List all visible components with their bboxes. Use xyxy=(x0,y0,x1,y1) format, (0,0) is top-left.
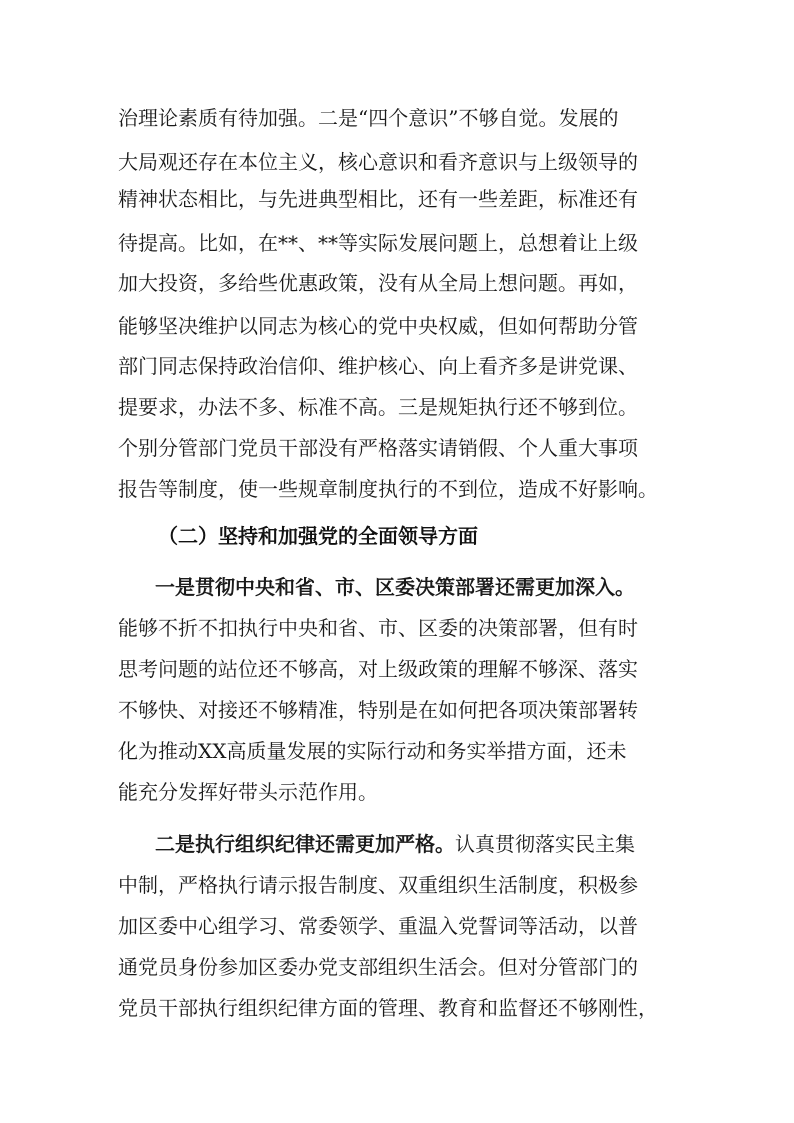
body-line: 提要求，办法不多、标准不高。三是规矩执行还不够到位。 xyxy=(118,395,638,419)
paragraph-lead-rest: 认真贯彻落实民主集 xyxy=(455,832,635,856)
body-line: 报告等制度，使一些规章制度执行的不到位，造成不好影响。 xyxy=(118,477,658,501)
body-line: 能够不折不扣执行中央和省、市、区委的决策部署，但有时 xyxy=(118,616,638,640)
paragraph-lead-bold: 二是执行组织纪律还需更加严格。 xyxy=(155,832,455,856)
body-line: 治理论素质有待加强。二是“四个意识”不够自觉。发展的 xyxy=(118,106,619,130)
body-line: 通党员身份参加区委办党支部组织生活会。但对分管部门的 xyxy=(118,955,638,979)
body-line: 部门同志保持政治信仰、维护核心、向上看齐多是讲党课、 xyxy=(118,354,638,378)
body-line: 精神状态相比，与先进典型相比，还有一些差距，标准还有 xyxy=(118,187,638,211)
body-line: 化为推动XX高质量发展的实际行动和务实举措方面，还未 xyxy=(118,739,627,763)
section-heading: （二）坚持和加强党的全面领导方面 xyxy=(158,524,478,548)
body-line: 能够坚决维护以同志为核心的党中央权威，但如何帮助分管 xyxy=(118,314,638,338)
body-line: 中制，严格执行请示报告制度、双重组织生活制度，积极参 xyxy=(118,873,638,897)
body-line: 待提高。比如，在**、**等实际发展问题上，总想着让上级 xyxy=(118,231,638,255)
body-line: 加区委中心组学习、常委领学、重温入党誓词等活动，以普 xyxy=(118,914,638,938)
body-line: 大局观还存在本位主义，核心意识和看齐意识与上级领导的 xyxy=(118,150,638,174)
body-line: 思考问题的站位还不够高，对上级政策的理解不够深、落实 xyxy=(118,657,638,681)
body-line: 党员干部执行组织纪律方面的管理、教育和监督还不够刚性， xyxy=(118,996,658,1020)
paragraph-lead: 一是贯彻中央和省、市、区委决策部署还需更加深入。 xyxy=(155,575,635,599)
body-line: 加大投资，多给些优惠政策，没有从全局上想问题。再如， xyxy=(118,271,638,295)
body-line: 不够快、对接还不够精准，特别是在如何把各项决策部署转 xyxy=(118,698,638,722)
paragraph-lead-line xyxy=(155,830,635,858)
body-line: 能充分发挥好带头示范作用。 xyxy=(118,780,378,804)
body-line: 个别分管部门党员干部没有严格落实请销假、个人重大事项 xyxy=(118,436,638,460)
